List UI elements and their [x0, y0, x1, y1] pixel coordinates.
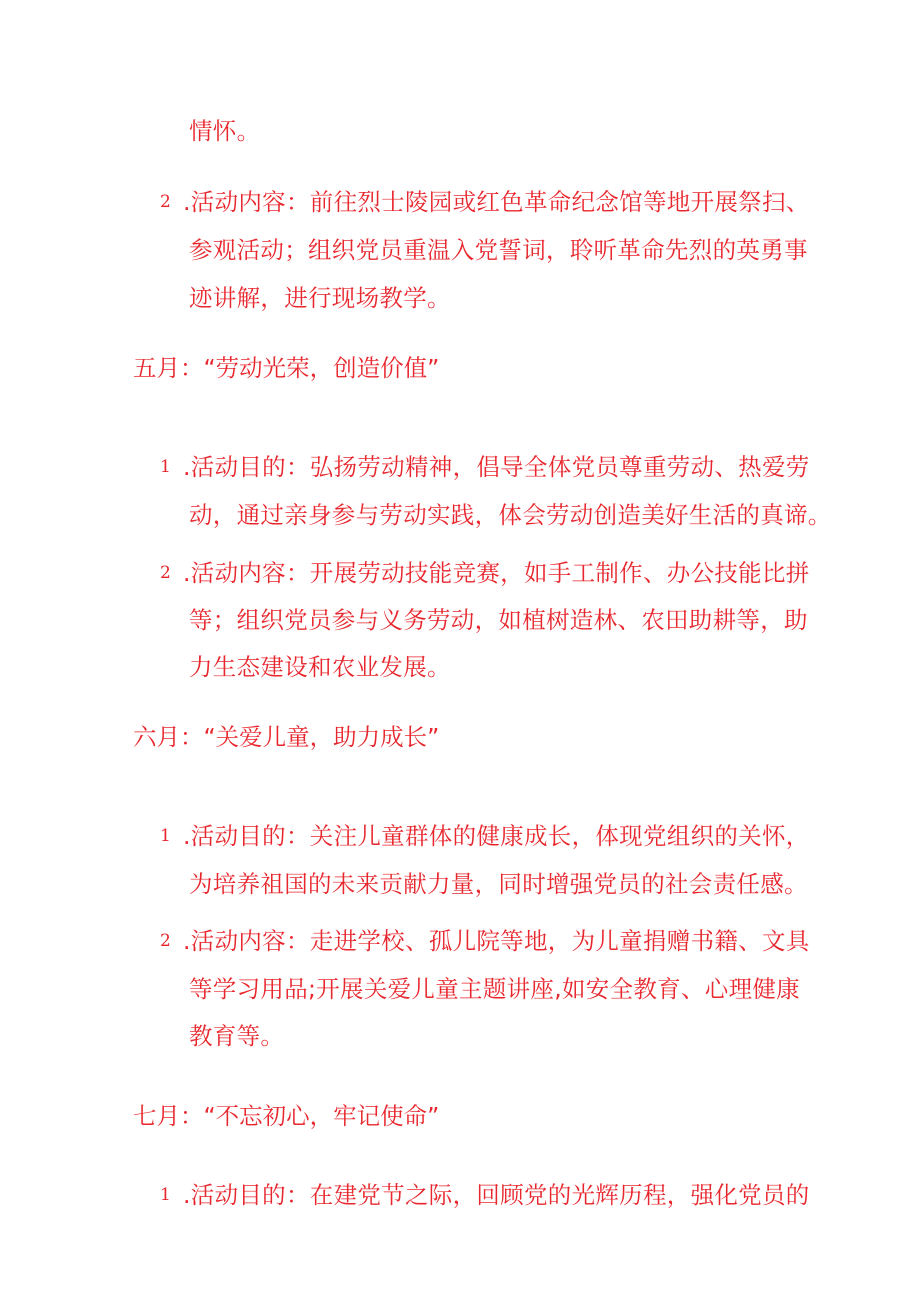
item-number: 2 [160, 563, 171, 583]
section-heading-july: 七月：“不忘初心，牢记使命” [133, 1102, 440, 1130]
item-text-line: .活动内容：走进学校、孤儿院等地，为儿童捐赠书籍、文具 [183, 927, 810, 955]
item-text-line: .活动目的：关注儿童群体的健康成长，体现党组织的关怀， [183, 822, 810, 850]
item-text-line: 力生态建设和农业发展。 [189, 653, 451, 681]
item-text-line: 动，通过亲身参与劳动实践，体会劳动创造美好生活的真谛。 [189, 501, 832, 529]
item-text-line: .活动内容：开展劳动技能竞赛，如手工制作、办公技能比拼 [183, 559, 810, 587]
continuation-line: 情怀。 [189, 117, 261, 145]
item-text-line: 等；组织党员参与义务劳动，如植树造林、农田助耕等，助 [189, 606, 808, 634]
section-heading-may: 五月：“劳动光荣，创造价值” [133, 354, 440, 382]
item-number: 2 [160, 931, 171, 951]
item-number: 1 [160, 826, 171, 846]
item-text-line: 教育等。 [189, 1022, 285, 1050]
item-text-line: 等学习用品;开展关爱儿童主题讲座,如安全教育、心理健康 [189, 975, 800, 1003]
item-text-line: 参观活动；组织党员重温入党誓词，聆听革命先烈的英勇事 [189, 236, 808, 264]
item-text-line: .活动目的：弘扬劳动精神，倡导全体党员尊重劳动、热爱劳 [183, 453, 810, 481]
item-number: 1 [160, 457, 171, 477]
item-text-line: 迹讲解，进行现场教学。 [189, 284, 451, 312]
item-number: 1 [160, 1185, 171, 1205]
section-heading-june: 六月：“关爱儿童，助力成长” [133, 723, 440, 751]
item-text-line: .活动内容：前往烈士陵园或红色革命纪念馆等地开展祭扫、 [183, 188, 810, 216]
item-text-line: 为培养祖国的未来贡献力量，同时增强党员的社会责任感。 [189, 870, 808, 898]
item-text-line: .活动目的：在建党节之际，回顾党的光辉历程，强化党员的 [183, 1181, 810, 1209]
item-number: 2 [160, 192, 171, 212]
